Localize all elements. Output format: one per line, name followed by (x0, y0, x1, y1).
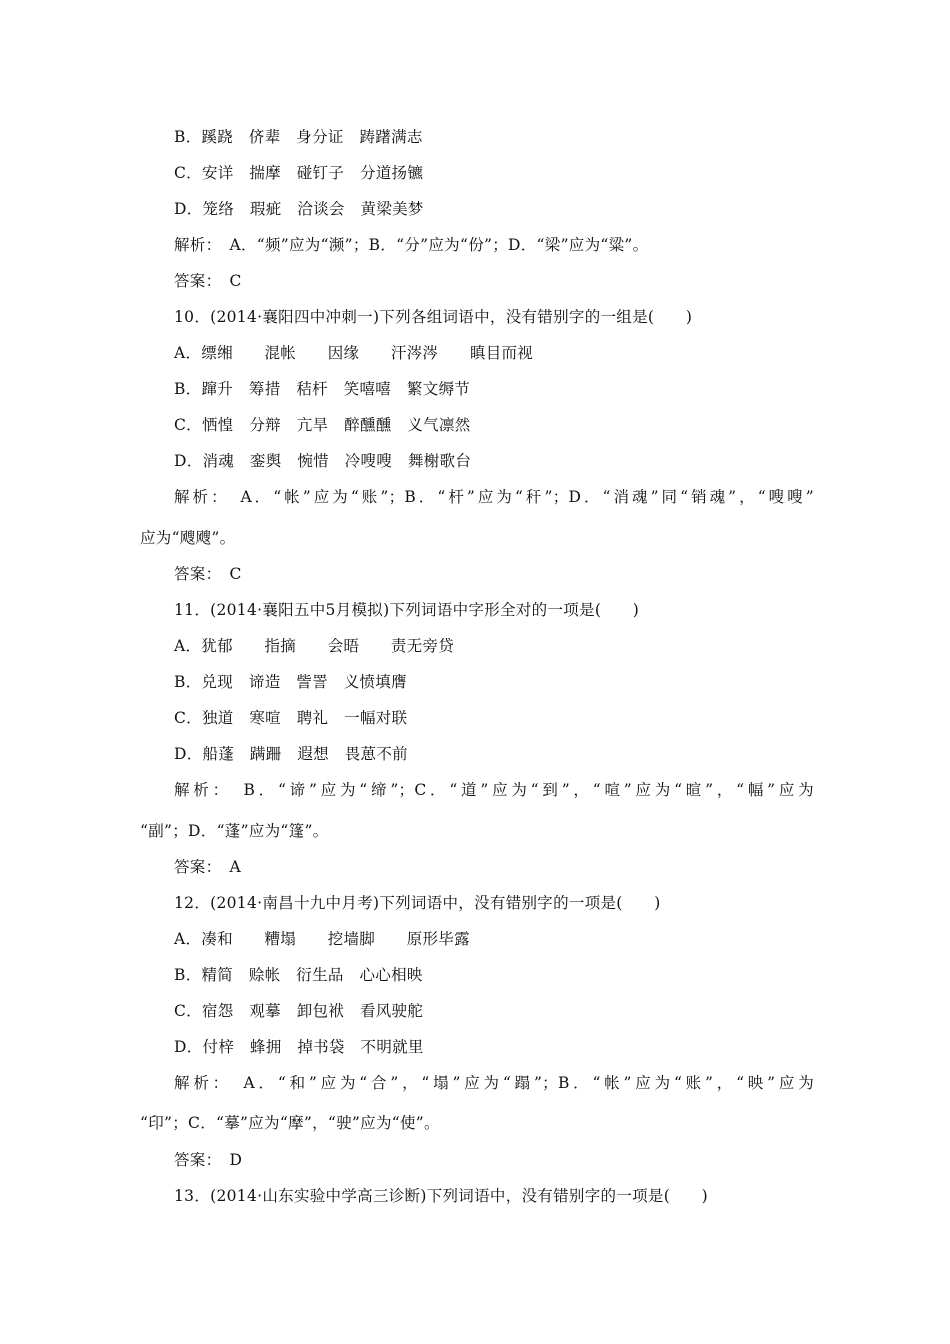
q10-option-c: C．恓惶 分辩 亢旱 醉醺醺 义气凛然 (174, 416, 471, 434)
q9-option-c: C．安详 揣摩 碰钉子 分道扬镳 (174, 164, 424, 182)
q9-option-d: D．笼络 瑕疵 洽谈会 黄梁美梦 (174, 200, 424, 218)
q11-option-d: D．船蓬 蹒跚 遐想 畏葸不前 (174, 745, 408, 763)
q12-option-c: C．宿怨 观摹 卸包袱 看风驶舵 (174, 1002, 424, 1020)
q11-analysis-line1: 解析： B．“谛”应为“缔”；C．“道”应为“到”，“喧”应为“暄”，“幅”应为 (174, 781, 814, 799)
q12-option-b: B．精简 赊帐 衍生品 心心相映 (174, 966, 423, 984)
q10-option-d: D．消魂 銮舆 惋惜 冷嗖嗖 舞榭歌台 (174, 452, 472, 470)
q11-option-c: C．独道 寒喧 聘礼 一幅对联 (174, 709, 408, 727)
q12-analysis-line2: “印”；C．“摹”应为“摩”，“驶”应为“使”。 (140, 1114, 440, 1132)
q11-analysis-line2: “副”；D．“蓬”应为“篷”。 (140, 822, 329, 840)
q12-analysis-line1: 解析： A．“和”应为“合”，“塌”应为“蹋”；B．“帐”应为“账”，“映”应为 (174, 1074, 814, 1092)
q9-answer: 答案： C (174, 272, 242, 290)
q10-analysis-line2: 应为“飕飕”。 (140, 529, 236, 547)
q11-option-a: A．犹郁 指摘 会晤 责无旁贷 (174, 637, 455, 655)
q13-stem: 13．(2014·山东实验中学高三诊断)下列词语中，没有错别字的一项是( ) (174, 1187, 708, 1205)
q10-option-a: A．缥缃 混帐 因缘 汗涔涔 瞋目而视 (174, 344, 534, 362)
q12-stem: 12．(2014·南昌十九中月考)下列词语中，没有错别字的一项是( ) (174, 894, 661, 912)
q12-option-a: A．凑和 糟塌 挖墙脚 原形毕露 (174, 930, 470, 948)
q10-analysis-line1: 解析： A．“帐”应为“账”；B．“杆”应为“秆”；D．“消魂”同“销魂”，“嗖嗖” (174, 488, 814, 506)
q10-option-b: B．蹿升 筹措 秸杆 笑嘻嘻 繁文缛节 (174, 380, 471, 398)
q9-option-b: B．蹊跷 侪辈 身分证 踌躇满志 (174, 128, 423, 146)
q9-analysis: 解析： A．“频”应为“濒”；B．“分”应为“份”；D．“梁”应为“粱”。 (174, 236, 649, 254)
q10-stem: 10．(2014·襄阳四中冲刺一)下列各组词语中，没有错别字的一组是( ) (174, 308, 693, 326)
q12-answer: 答案： D (174, 1151, 243, 1169)
q10-answer: 答案： C (174, 565, 242, 583)
q11-stem: 11．(2014·襄阳五中5月模拟)下列词语中字形全对的一项是( ) (174, 601, 640, 619)
q12-option-d: D．付梓 蜂拥 掉书袋 不明就里 (174, 1038, 424, 1056)
q11-answer: 答案： A (174, 858, 241, 876)
q11-option-b: B．兑现 谛造 訾詈 义愤填膺 (174, 673, 407, 691)
